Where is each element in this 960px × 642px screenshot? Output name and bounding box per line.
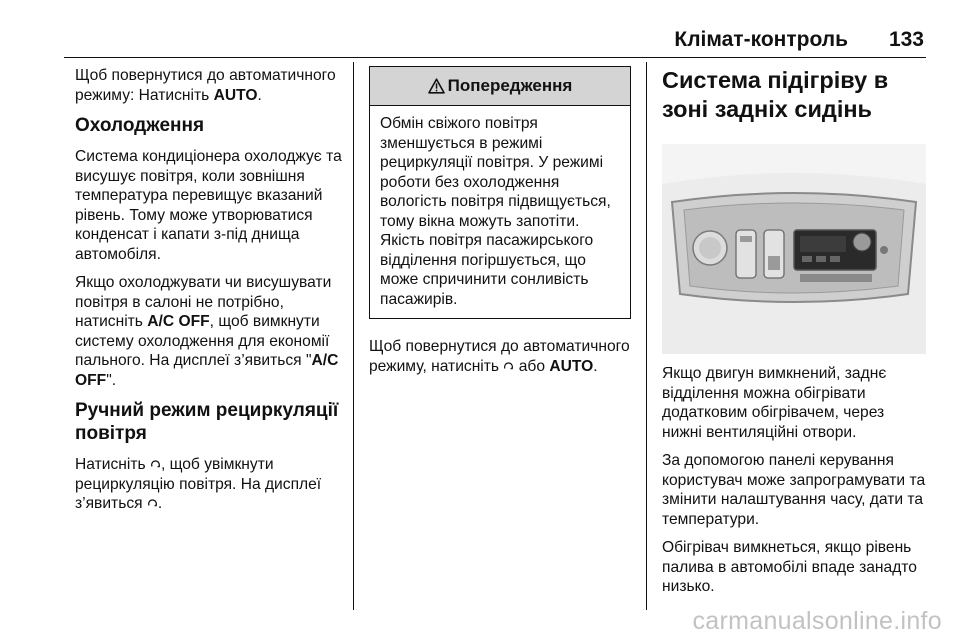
warning-box <box>369 66 631 319</box>
warning-header <box>370 67 630 106</box>
recirc-text-b: , щоб увімкнути рециркуляцію повітря. На дисплеї з’явиться <box>75 456 322 512</box>
page-header <box>0 22 960 62</box>
auto-return-end: . <box>257 86 262 104</box>
recirculation-heading: Ручний режим рециркуляції повітря <box>75 400 339 444</box>
ac-off-button-label: A/C OFF <box>147 313 210 330</box>
return-auto-paragraph <box>369 337 631 376</box>
header-title: Клімат-контроль <box>674 28 848 51</box>
auto-button-label: AUTO <box>213 86 258 104</box>
cooling-p2-text-c: ". <box>106 371 117 389</box>
cooling-heading: Охолодження <box>75 115 205 136</box>
column-1 <box>75 66 343 523</box>
recirc-text-a: Натисніть <box>75 456 146 473</box>
return-text-a: Щоб повернутися до автоматичного режиму, натисніть <box>369 338 630 375</box>
rear-heating-paragraph-1: Якщо двигун вимкнений, заднє відділення можна обігрівати додатковим обігрівачем, через нижні вентиляційні отвори. <box>662 365 887 441</box>
column-2 <box>369 66 631 385</box>
recirculation-paragraph <box>75 455 343 514</box>
warning-text: Обмін свіжого повітря зменшується в режимі рециркуляції повітря. У режимі роботи без охолодження вологість повітря підвищується, тому вікна можуть запотіти. Якість повітря пасажирського відділення погіршується, що може спричинити сонливість пасажирів. <box>380 115 611 308</box>
cooling-paragraph-1: Система кондиціонера охолоджує та висушує повітря, коли зовнішня температура перевищує вказаний рівень. Тому може утворюватися конденсат і капати з-під днища автомобіля. <box>75 148 342 263</box>
recirculation-icon <box>150 459 161 470</box>
column-divider-2 <box>646 62 647 610</box>
recirculation-icon <box>147 498 158 509</box>
rear-heating-heading: Система підігріву в зоні задніх сидінь <box>662 67 889 122</box>
ac-off-display-label: A/C OFF <box>75 352 339 389</box>
column-divider-1 <box>353 62 354 610</box>
auto-return-paragraph <box>75 66 343 105</box>
heater-control-panel-photo <box>662 144 926 354</box>
return-text-end: . <box>593 357 598 375</box>
rear-heating-paragraph-2: За допомогою панелі керування користувач може запрограмувати та змінити налаштування часу, дати та температури. <box>662 452 926 528</box>
page-number: 133 <box>888 28 924 51</box>
header-rule <box>64 57 926 58</box>
warning-title: Попередження <box>447 76 573 95</box>
column-3 <box>662 66 928 606</box>
recirculation-icon <box>503 361 514 372</box>
auto-button-label: AUTO <box>549 357 594 375</box>
recirc-text-c: . <box>157 495 163 512</box>
auto-return-text: Щоб повернутися до автоматичного режиму: Натисніть <box>75 67 336 104</box>
return-text-or: або <box>518 357 546 375</box>
cooling-paragraph-2 <box>75 273 343 390</box>
warning-triangle-icon <box>428 78 445 94</box>
cooling-p2-text-a: Якщо охолоджувати чи висушувати повітря в салоні не потрібно, натисніть <box>75 274 332 330</box>
rear-heating-paragraph-3: Обігрівач вимкнеться, якщо рівень палива в автомобілі впаде занадто низько. <box>662 539 917 595</box>
watermark: carmanualsonline.info <box>692 607 942 635</box>
cooling-p2-text-b: , щоб вимкнути систему охолодження для економії пального. На дисплеї з’явиться " <box>75 313 330 369</box>
